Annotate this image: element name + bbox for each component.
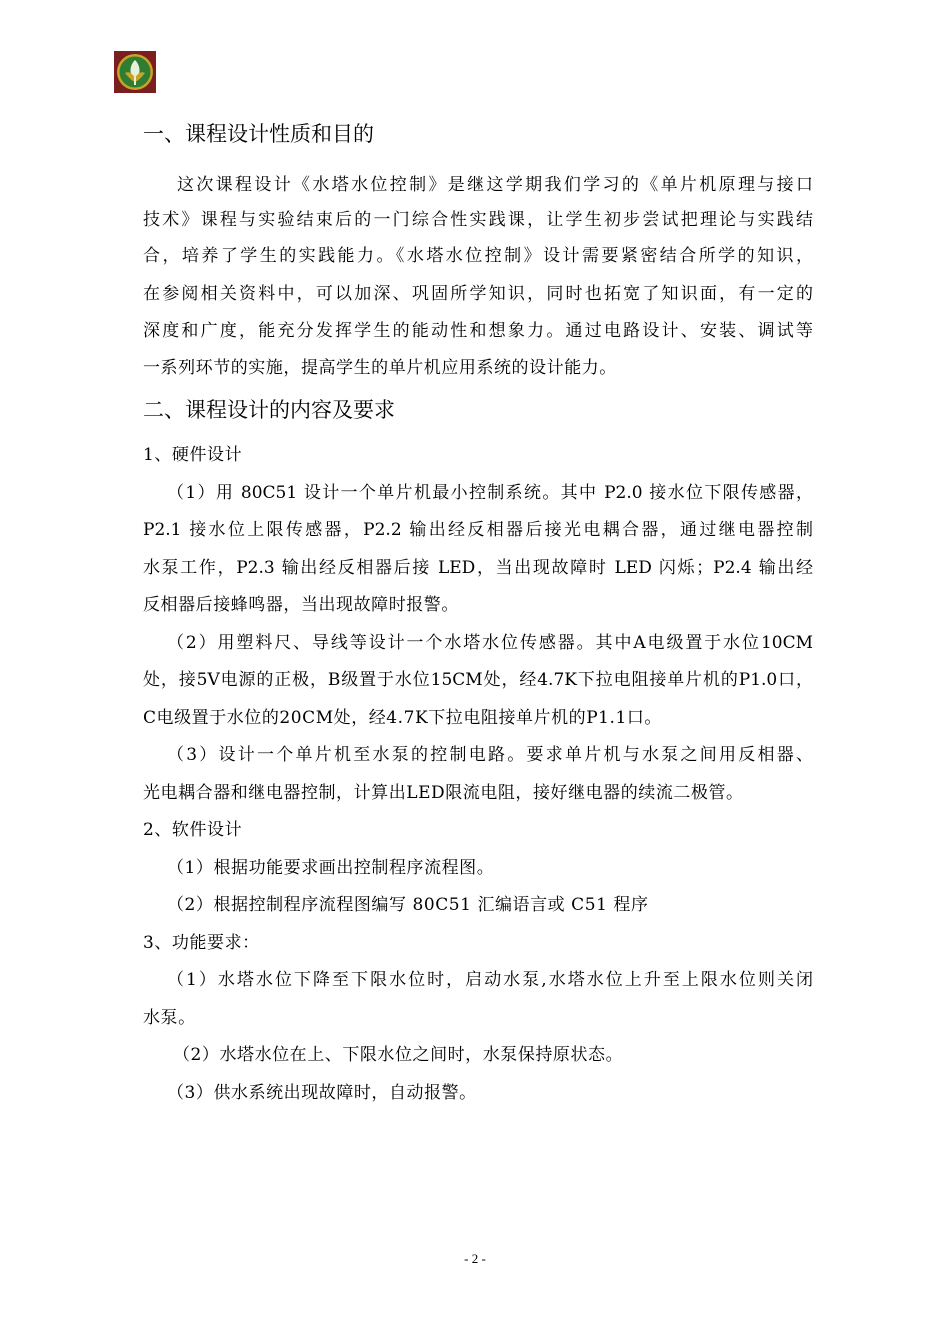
hardware-item-1-line: 反相器后接蜂鸣器，当出现故障时报警。 [143,595,459,615]
section-1-heading: 一、课程设计性质和目的 [143,122,374,146]
hardware-item-1-line: 水泵工作，P2.3 输出经反相器后接 LED，当出现故障时 LED 闪烁；P2.4 输出经 [143,558,813,578]
section-1-paragraph-line: 在参阅相关资料中，可以加深、巩固所学知识，同时也拓宽了知识面，有一定的 [143,284,813,304]
hardware-item-2-line: （2）用塑料尺、导线等设计一个水塔水位传感器。其中A电级置于水位10CM [167,633,813,653]
page-number: - 2 - [464,1251,486,1266]
function-item-2: （2）水塔水位在上、下限水位之间时，水泵保持原状态。 [173,1045,624,1065]
hardware-item-2-line: 处，接5V电源的正极，B级置于水位15CM处，经4.7K下拉电阻接单片机的P1.0口， [143,670,813,690]
section-1-paragraph-line: 技术》课程与实验结束后的一门综合性实践课，让学生初步尝试把理论与实践结 [143,210,813,230]
function-item-1-line: 水泵。 [143,1008,196,1028]
section-2-heading: 二、课程设计的内容及要求 [143,398,395,422]
section-1-paragraph-line: 合，培养了学生的实践能力。《水塔水位控制》设计需要紧密结合所学的知识， [143,246,813,266]
school-emblem-icon [114,51,156,93]
section-1-paragraph-line: 这次课程设计《水塔水位控制》是继这学期我们学习的《单片机原理与接口 [177,175,813,195]
software-design-heading: 2、软件设计 [143,820,243,840]
hardware-item-2-line: C电级置于水位的20CM处，经4.7K下拉电阻接单片机的P1.1口。 [143,708,662,728]
function-item-1-line: （1）水塔水位下降至下限水位时，启动水泵,水塔水位上升至上限水位则关闭 [167,970,813,990]
hardware-item-3-line: （3）设计一个单片机至水泵的控制电路。要求单片机与水泵之间用反相器、 [167,745,813,765]
hardware-design-heading: 1、硬件设计 [143,445,243,465]
hardware-item-1-line: （1）用 80C51 设计一个单片机最小控制系统。其中 P2.0 接水位下限传感器， [167,483,813,503]
software-item-2: （2）根据控制程序流程图编写 80C51 汇编语言或 C51 程序 [167,895,649,915]
hardware-item-1-line: P2.1 接水位上限传感器，P2.2 输出经反相器后接光电耦合器，通过继电器控制 [143,520,813,540]
function-requirements-heading: 3、功能要求： [143,933,260,953]
software-item-1: （1）根据功能要求画出控制程序流程图。 [167,858,495,878]
function-item-3: （3）供水系统出现故障时，自动报警。 [167,1083,477,1103]
hardware-item-3-line: 光电耦合器和继电器控制，计算出LED限流电阻，接好继电器的续流二极管。 [143,783,744,803]
section-1-paragraph-line: 深度和广度，能充分发挥学生的能动性和想象力。通过电路设计、安装、调试等 [143,321,813,341]
section-1-paragraph-line: 一系列环节的实施，提高学生的单片机应用系统的设计能力。 [143,358,617,378]
